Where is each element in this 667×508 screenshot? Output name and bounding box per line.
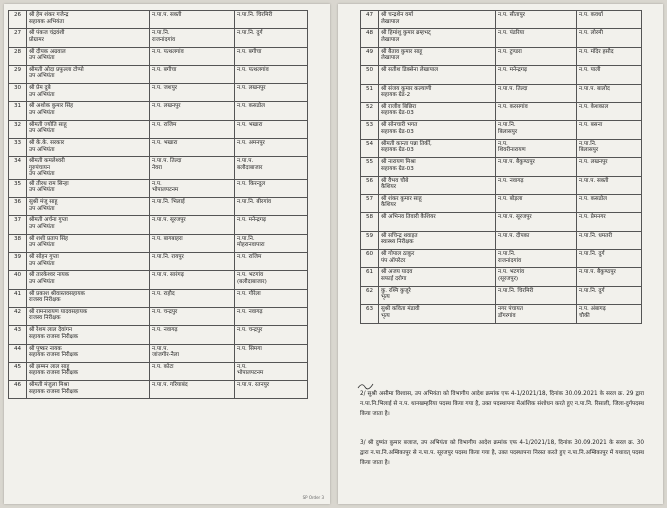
- serial-number-cell: 28: [9, 47, 27, 65]
- table-row: [9, 29, 308, 47]
- table-row: [9, 198, 308, 216]
- to-office-cell: न.पा.प. बलौदाबाजार: [235, 157, 308, 180]
- employee-name-cell: श्री सचिन्द्र थवाइत स्वास्थ्य निरीक्षक: [379, 231, 496, 249]
- employee-name-cell: श्री शंकर कुमार साहू कैशियर: [379, 194, 496, 212]
- footer-note: SP Order 3: [302, 495, 324, 500]
- to-office-cell: न.प. लखनपुर: [235, 84, 308, 102]
- table-row: [361, 268, 642, 286]
- to-office-cell: न.पा.प. बालोद: [577, 84, 642, 102]
- employee-name-cell: श्रीमती ओदा प्रफुल्ला टोप्पो उप अभियंता: [27, 65, 150, 83]
- table-row: [9, 216, 308, 234]
- employee-name-cell: श्री बैताव कुमार साहू लेखापाल: [379, 47, 496, 65]
- employee-name-cell: श्री के.के. सरकार उप अभियंता: [27, 139, 150, 157]
- serial-number-cell: 43: [9, 326, 27, 344]
- to-office-cell: न.प. कसडोल: [577, 194, 642, 212]
- table-row: [361, 250, 642, 268]
- employee-name-cell: श्री हेम शंकर गजेन्द्र सहायक अभियंता: [27, 11, 150, 29]
- employee-name-cell: श्री शशी प्रताप सिंह उप अभियंता: [27, 234, 150, 252]
- from-office-cell: न.प. नवागढ़: [496, 176, 577, 194]
- to-office-cell: न.प. राजिम: [235, 253, 308, 271]
- transfer-table-right-body: [361, 11, 642, 324]
- employee-name-cell: श्री अभिनव तिवारी कैशियर: [379, 213, 496, 231]
- from-office-cell: न.प. भटगांव (सूरजपुर): [496, 268, 577, 286]
- to-office-cell: न.पा.प. रतनपुर: [235, 381, 308, 399]
- employee-name-cell: कु. रश्मि कुजूरे भृत्य: [379, 286, 496, 304]
- serial-number-cell: 54: [361, 139, 379, 157]
- employee-name-cell: श्री सतीश डिक्सेना लेखापाल: [379, 66, 496, 84]
- employee-name-cell: श्री पंकज चंद्रवंशी प्रोग्रामर: [27, 29, 150, 47]
- employee-name-cell: श्री दीपक अग्रवाल उप अभियंता: [27, 47, 150, 65]
- to-office-cell: न.प. कवर्धा: [577, 11, 642, 29]
- to-office-cell: न.पा.नि. चिरमिरी: [235, 11, 308, 29]
- to-office-cell: न.प. बसना: [577, 121, 642, 139]
- table-row: [9, 289, 308, 307]
- to-office-cell: न.प. केशकाल: [577, 102, 642, 120]
- from-office-cell: न.प. बगीचा: [150, 65, 235, 83]
- table-row: [9, 307, 308, 325]
- table-row: [9, 344, 308, 362]
- serial-number-cell: 49: [361, 47, 379, 65]
- serial-number-cell: 26: [9, 11, 27, 29]
- table-row: [9, 326, 308, 344]
- table-row: [9, 362, 308, 380]
- transfer-table-right: [360, 10, 642, 324]
- serial-number-cell: 60: [361, 250, 379, 268]
- serial-number-cell: 53: [361, 121, 379, 139]
- to-office-cell: न.प. गौरेला: [235, 289, 308, 307]
- employee-name-cell: श्री राजीव बिछिरा सहायक ग्रेड-03: [379, 102, 496, 120]
- to-office-cell: न.पा.नि. दुर्ग: [235, 29, 308, 47]
- from-office-cell: न.पा.नि. भिलाई: [150, 198, 235, 216]
- from-office-cell: न.प. लखनपुर: [150, 102, 235, 120]
- table-row: [361, 84, 642, 102]
- employee-name-cell: श्री तारकेश्वर नायक उप अभियंता: [27, 271, 150, 289]
- to-office-cell: न.प. अमनपुर: [235, 139, 308, 157]
- employee-name-cell: श्री अशोक कुमार सिंह उप अभियंता: [27, 102, 150, 120]
- table-row: [361, 139, 642, 157]
- to-office-cell: न.प. बगीचा: [235, 47, 308, 65]
- table-row: [361, 213, 642, 231]
- serial-number-cell: 47: [361, 11, 379, 29]
- serial-number-cell: 36: [9, 198, 27, 216]
- table-row: [9, 84, 308, 102]
- employee-name-cell: श्री चन्द्रशेन वर्मा लेखापाल: [379, 11, 496, 29]
- to-office-cell: न.प. चन्द्रपुर: [235, 326, 308, 344]
- table-row: [361, 231, 642, 249]
- from-office-cell: न.प. राहौद: [150, 289, 235, 307]
- from-office-cell: न.पा.नि. राजनांदगांव: [150, 29, 235, 47]
- employee-name-cell: सुश्री मंजू साहू उप अभियंता: [27, 198, 150, 216]
- from-office-cell: न.प. चन्द्रपुर: [150, 307, 235, 325]
- serial-number-cell: 34: [9, 157, 27, 180]
- employee-name-cell: श्री रेशम लाल देवांगन सहायक राजस्व निरीक्षक: [27, 326, 150, 344]
- serial-number-cell: 40: [9, 271, 27, 289]
- table-row: [361, 47, 642, 65]
- serial-number-cell: 56: [361, 176, 379, 194]
- employee-name-cell: सुश्री कविता मंडावी भृत्य: [379, 305, 496, 323]
- serial-number-cell: 31: [9, 102, 27, 120]
- table-row: [361, 176, 642, 194]
- to-office-cell: न.पा.नि. मोहरानवापारा: [235, 234, 308, 252]
- table-row: [361, 158, 642, 176]
- from-office-cell: न.प. बोड़ला: [496, 194, 577, 212]
- employee-name-cell: श्री सोहन गुप्ता उप अभियंता: [27, 253, 150, 271]
- employee-name-cell: श्री पुष्कर नायक सहायक राजस्व निरीक्षक: [27, 344, 150, 362]
- from-office-cell: न.प. पंडरिया: [496, 29, 577, 47]
- employee-name-cell: श्री गोपाल ठाकुर पंप ऑपरेटर: [379, 250, 496, 268]
- serial-number-cell: 44: [9, 344, 27, 362]
- employee-name-cell: श्री रामनारायण यादवसहायक राजस्व निरीक्षक: [27, 307, 150, 325]
- employee-name-cell: श्री नारायण मिश्रा सहायक ग्रेड-03: [379, 158, 496, 176]
- to-office-cell: न.प. कसडोल: [235, 102, 308, 120]
- employee-name-cell: श्री अजय यादव सफाई दरोगा: [379, 268, 496, 286]
- to-office-cell: न.प. भोपालपटनम: [235, 362, 308, 380]
- to-office-cell: न.प. मनेन्द्रगढ़: [235, 216, 308, 234]
- table-row: [9, 253, 308, 271]
- employee-name-cell: श्री हिमांशु कुमार ब्रम्हभट् लेखापाल: [379, 29, 496, 47]
- serial-number-cell: 41: [9, 289, 27, 307]
- from-office-cell: न.पा.नि. चिरमिरी: [496, 286, 577, 304]
- from-office-cell: न.प. पत्थलगांव: [150, 47, 235, 65]
- to-office-cell: न.प. नवागढ़: [235, 307, 308, 325]
- serial-number-cell: 33: [9, 139, 27, 157]
- from-office-cell: न.प. जशपुर: [150, 84, 235, 102]
- paragraph-2: 2/ सुश्री असीमा विश्वास, उप अभियंता को विभागीय आदेश क्रमांक एफ 4-1/2021/18, दिनांक 30.09.2021 के सरल क्र. 29 द्वारा न.पा.नि.भिलाई से न.प. थानखम्हरिया पदस्थ किया गया है, उक्त पदस्थापना मेंआंशिक संशोधन करते हुए न.पा.नि. रिसाली, जिला-दुर्गपदस्थ किया जाता है।: [360, 391, 644, 417]
- to-office-cell: न.प. पाली: [577, 66, 642, 84]
- from-office-cell: न.प. नवागढ़: [150, 326, 235, 344]
- employee-name-cell: श्रीमती कान्ता पन्ना तिर्की, सहायक ग्रेड-03: [379, 139, 496, 157]
- to-office-cell: न.पा.प. बैकुण्ठपुर: [577, 268, 642, 286]
- from-office-cell: न.प. शिवरीनारायण: [496, 139, 577, 157]
- from-office-cell: न.पा.प. बैकुण्ठपुर: [496, 158, 577, 176]
- from-office-cell: न.प. कोटा: [150, 362, 235, 380]
- table-row: [361, 11, 642, 29]
- employee-name-cell: श्रीमती कमलेश्वरी गुरुपंचायन उप अभियंता: [27, 157, 150, 180]
- to-office-cell: न.प. मंदिर हसौद: [577, 47, 642, 65]
- serial-number-cell: 39: [9, 253, 27, 271]
- table-row: [9, 102, 308, 120]
- employee-name-cell: श्रीमती ज्योति साहू उप अभियंता: [27, 120, 150, 138]
- serial-number-cell: 58: [361, 213, 379, 231]
- from-office-cell: न.पा.नि. बिलासपुर: [496, 121, 577, 139]
- table-row: [361, 194, 642, 212]
- employee-name-cell: श्री तीरथ राम सिन्हा उप अभियंता: [27, 179, 150, 197]
- table-row: [9, 157, 308, 180]
- serial-number-cell: 50: [361, 66, 379, 84]
- to-office-cell: न.पा.प. सक्ती: [577, 176, 642, 194]
- serial-number-cell: 61: [361, 268, 379, 286]
- from-office-cell: न.पा.प. सूरजपुर: [496, 213, 577, 231]
- from-office-cell: न.प. बागबाहरा: [150, 234, 235, 252]
- serial-number-cell: 52: [361, 102, 379, 120]
- table-row: [9, 381, 308, 399]
- table-row: [9, 47, 308, 65]
- employee-name-cell: श्री वैभव चौबे कैशियर: [379, 176, 496, 194]
- from-office-cell: न.पा.प. सारंगढ़: [150, 271, 235, 289]
- to-office-cell: न.प. सिमगा: [235, 344, 308, 362]
- from-office-cell: न.पा.प. तिल्दा नेवरा: [150, 157, 235, 180]
- table-row: [9, 179, 308, 197]
- left-page: [4, 4, 330, 504]
- from-office-cell: न.पा.प. गरियाबंद: [150, 381, 235, 399]
- serial-number-cell: 27: [9, 29, 27, 47]
- from-office-cell: नगर पंचायत डोंगरगांव: [496, 305, 577, 323]
- serial-number-cell: 38: [9, 234, 27, 252]
- employee-name-cell: श्रीमती अर्चना गुप्ता उप अभियंता: [27, 216, 150, 234]
- from-office-cell: न.पा.प. जांजगीर-नैला: [150, 344, 235, 362]
- to-office-cell: न.प. भखारा: [235, 120, 308, 138]
- from-office-cell: न.पा.नि. रायपुर: [150, 253, 235, 271]
- to-office-cell: न.प. अंबागढ़ चौकी: [577, 305, 642, 323]
- to-office-cell: न.पा.नि. दुर्ग: [577, 286, 642, 304]
- to-office-cell: न.प. लोरमी: [577, 29, 642, 47]
- serial-number-cell: 57: [361, 194, 379, 212]
- serial-number-cell: 63: [361, 305, 379, 323]
- from-office-cell: न.पा.प. सक्ती: [150, 11, 235, 29]
- serial-number-cell: 45: [9, 362, 27, 380]
- serial-number-cell: 29: [9, 65, 27, 83]
- from-office-cell: न.पा.प. सूरजपुर: [150, 216, 235, 234]
- serial-number-cell: 42: [9, 307, 27, 325]
- to-office-cell: न.पा.नि. बिलासपुर: [577, 139, 642, 157]
- serial-number-cell: 30: [9, 84, 27, 102]
- from-office-cell: न.प. मनेन्द्रगढ़: [496, 66, 577, 84]
- from-office-cell: न.पा.प. तिल्दा: [496, 84, 577, 102]
- serial-number-cell: 37: [9, 216, 27, 234]
- employee-name-cell: श्री झम्मन लाल साहू सहायक राजस्व निरीक्षक: [27, 362, 150, 380]
- right-page: [338, 4, 663, 504]
- table-row: [361, 305, 642, 323]
- to-office-cell: न.पा.नि. बीरगांव: [235, 198, 308, 216]
- to-office-cell: न.प. पत्थलगांव: [235, 65, 308, 83]
- table-row: [361, 29, 642, 47]
- employee-name-cell: श्री प्रकाश श्रीवास्तवसहायक राजस्व निरीक्षक: [27, 289, 150, 307]
- to-office-cell: न.प. भटगांव (बलौदाबाजार): [235, 271, 308, 289]
- from-office-cell: न.प. राजिम: [150, 120, 235, 138]
- from-office-cell: न.प. भोपालपटनम: [150, 179, 235, 197]
- table-row: [9, 271, 308, 289]
- serial-number-cell: 55: [361, 158, 379, 176]
- table-row: [361, 102, 642, 120]
- serial-number-cell: 48: [361, 29, 379, 47]
- employee-name-cell: श्री सोनचारी भगत सहायक ग्रेड-03: [379, 121, 496, 139]
- paragraph-3: 3/ श्री दुष्यंत कुमार बजाज, उप अभियंता को विभागीय आदेश क्रमांक एफ 4-1/2021/18, दिनांक 30.09.2021 के सरल क्र. 30 द्वारा न.पा.नि.अम्बिकापुर से न.पा.प. सूरजपुर पदस्थ किया गया है, उक्त पदस्थापना निरस्त करते हुए न.पा.नि.अम्बिकापुर में यथावत् पदस्थ किया जाता है।: [360, 440, 644, 466]
- table-row: [361, 66, 642, 84]
- to-office-cell: न.प. प्रेमनगर: [577, 213, 642, 231]
- serial-number-cell: 46: [9, 381, 27, 399]
- table-row: [361, 286, 642, 304]
- employee-name-cell: श्रीमती मंजुला मिश्रा सहायक राजस्व निरीक्षक: [27, 381, 150, 399]
- table-row: [9, 120, 308, 138]
- employee-name-cell: श्री प्रेम दुबे उप अभियंता: [27, 84, 150, 102]
- employee-name-cell: श्री संजय कुमार कल्याणी सहायक ग्रेड-2: [379, 84, 496, 102]
- serial-number-cell: 32: [9, 120, 27, 138]
- from-office-cell: न.पा.नि. राजनांदगांव: [496, 250, 577, 268]
- serial-number-cell: 62: [361, 286, 379, 304]
- table-row: [361, 121, 642, 139]
- table-row: [9, 11, 308, 29]
- serial-number-cell: 59: [361, 231, 379, 249]
- to-office-cell: न.पा.नि. धमतरी: [577, 231, 642, 249]
- from-office-cell: न.पा.प. दीपका: [496, 231, 577, 249]
- transfer-table-left-body: [9, 11, 308, 399]
- to-office-cell: न.प. लखनपुर: [577, 158, 642, 176]
- to-office-cell: न.प. किरन्दुल: [235, 179, 308, 197]
- table-row: [9, 139, 308, 157]
- transfer-table-left: [8, 10, 308, 399]
- serial-number-cell: 51: [361, 84, 379, 102]
- table-row: [9, 65, 308, 83]
- from-office-cell: न.प. भखारा: [150, 139, 235, 157]
- from-office-cell: न.प. करसगांव: [496, 102, 577, 120]
- from-office-cell: न.प. सीतापुर: [496, 11, 577, 29]
- from-office-cell: न.प. टुण्डरा: [496, 47, 577, 65]
- table-row: [9, 234, 308, 252]
- serial-number-cell: 35: [9, 179, 27, 197]
- to-office-cell: न.पा.नि. दुर्ग: [577, 250, 642, 268]
